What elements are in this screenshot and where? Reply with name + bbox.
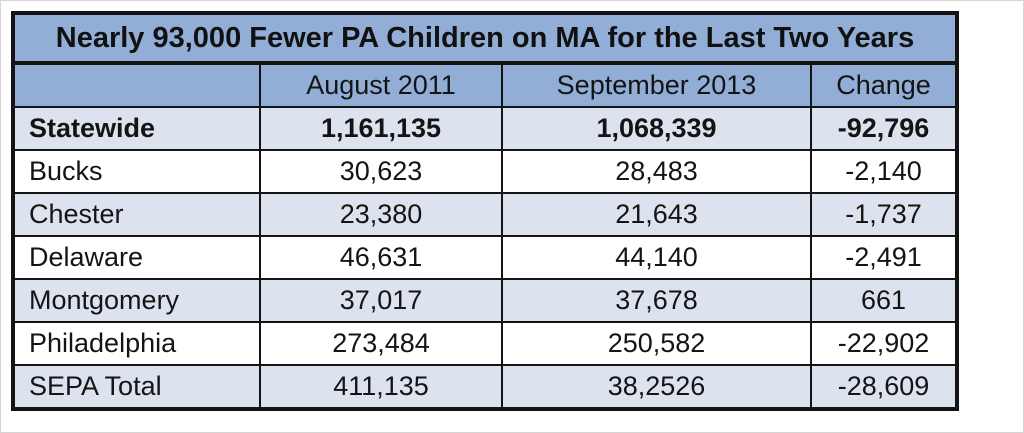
aug-2011-value: 30,623 [261,151,503,192]
table-title: Nearly 93,000 Fewer PA Children on MA for the Last Two Years [15,15,955,65]
aug-2011-value: 46,631 [261,237,503,278]
change-value: -22,902 [837,328,930,358]
sep-2013-value: 28,483 [503,151,812,192]
aug-2011-value: 411,135 [261,366,503,407]
change-value: 661 [860,285,907,315]
aug-2011-value: 273,484 [261,323,503,364]
column-header-change: Change [836,70,931,100]
aug-2011-value: 37,017 [261,280,503,321]
sep-2013-value: 250,582 [503,323,812,364]
table-row-chester [15,194,955,237]
row-label: SEPA Total [15,366,261,407]
sep-2013-value: 38,2526 [503,366,812,407]
table-row-sepa-total [15,366,955,407]
aug-2011-value: 23,380 [261,194,503,235]
row-label: Bucks [15,151,261,192]
ma-enrollment-table [11,11,959,411]
table-row-montgomery [15,280,955,323]
sep-2013-value: 1,068,339 [503,108,812,149]
column-header-august-2011: August 2011 [261,65,503,106]
row-label: Delaware [15,237,261,278]
change-value: -1,737 [845,199,922,229]
column-header-blank [15,65,261,106]
change-value: -2,491 [845,242,922,272]
sep-2013-value: 37,678 [503,280,812,321]
aug-2011-value: 1,161,135 [261,108,503,149]
table-row-statewide [15,108,955,151]
table-row-delaware [15,237,955,280]
row-label: Statewide [15,108,261,149]
change-value: -28,609 [837,371,930,401]
table-row-philadelphia [15,323,955,366]
change-value: -2,140 [845,156,922,186]
row-label: Philadelphia [15,323,261,364]
row-label: Chester [15,194,261,235]
sep-2013-value: 21,643 [503,194,812,235]
column-header-september-2013: September 2013 [503,65,812,106]
sep-2013-value: 44,140 [503,237,812,278]
table-row-bucks [15,151,955,194]
table-grid [15,65,955,407]
table-header-row [15,65,955,108]
change-value: -92,796 [837,113,930,143]
row-label: Montgomery [15,280,261,321]
